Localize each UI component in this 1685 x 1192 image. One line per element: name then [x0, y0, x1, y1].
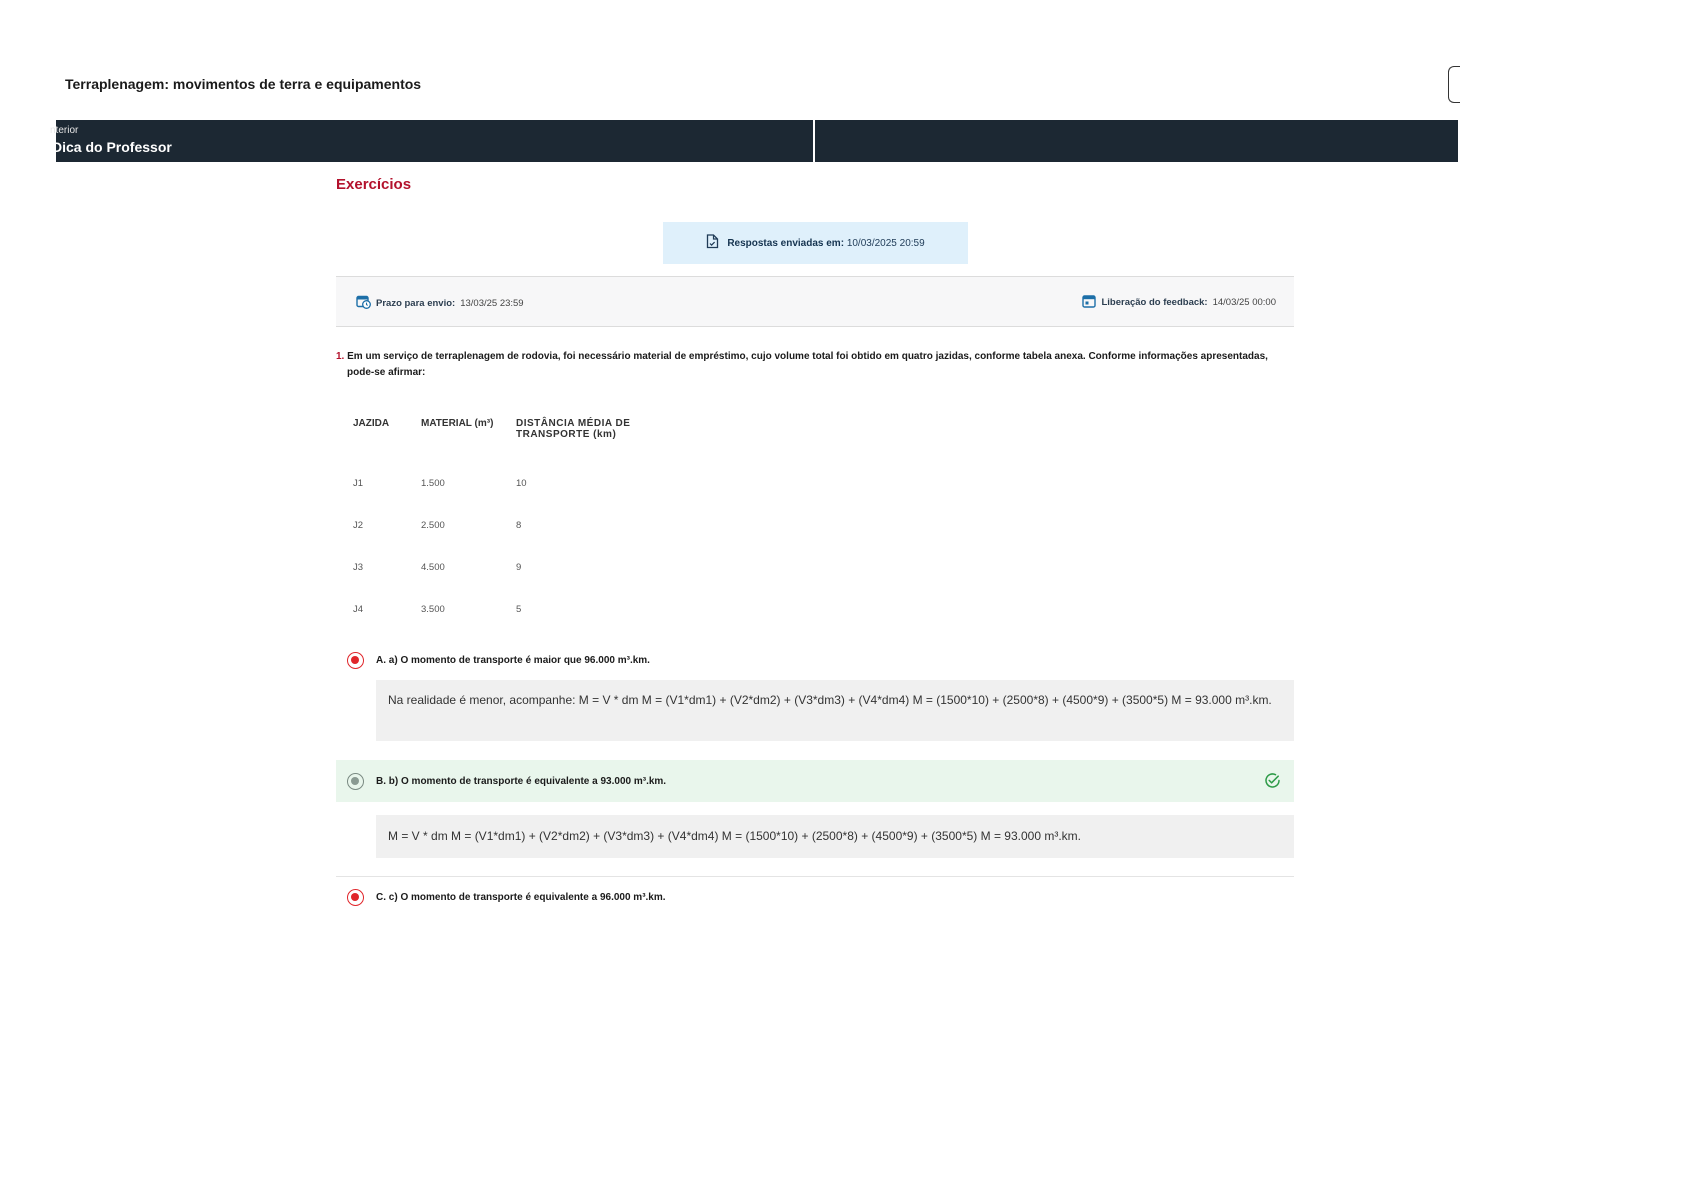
header-action-button[interactable] [1448, 66, 1460, 103]
column-header: DISTÂNCIA MÉDIA DE TRANSPORTE (km) [516, 418, 631, 440]
option-c-label: C. c) O momento de transporte é equivalente a 96.000 m³.km. [376, 891, 666, 903]
document-icon [706, 234, 719, 252]
option-a-feedback: Na realidade é menor, acompanhe: M = V * dm M = (V1*dm1) + (V2*dm2) + (V3*dm3) + (V4*dm4) M = (1500*10) + (2500*8) + (4500*9) + (3500*5) M = 93.000 m³.km. [376, 680, 1294, 741]
submission-banner [663, 222, 968, 264]
next-lesson-link[interactable] [815, 120, 1458, 162]
course-title: Terraplenagem: movimentos de terra e equipamentos [65, 76, 422, 92]
table-cell: 5 [516, 603, 522, 615]
column-header: MATERIAL (m³) [421, 418, 494, 429]
option-a[interactable] [336, 650, 1294, 670]
correct-answer-radio[interactable] [347, 773, 364, 790]
submission-label: Respostas enviadas em: [727, 237, 845, 249]
feedback-release-info [1082, 294, 1276, 311]
table-cell: 4.500 [421, 561, 445, 573]
feedback-release-value: 14/03/25 00:00 [1212, 297, 1276, 308]
table-row [345, 504, 708, 546]
table-row [345, 462, 708, 504]
quarry-table [345, 410, 708, 630]
option-a-label: A. a) O momento de transporte é maior que 96.000 m³.km. [376, 654, 650, 666]
calendar-clock-icon [356, 294, 371, 312]
table-cell: J1 [353, 477, 364, 489]
calendar-icon [1082, 294, 1096, 311]
previous-label: nterior [50, 125, 79, 136]
question-number: 1. [336, 351, 345, 362]
option-b[interactable] [336, 760, 1294, 802]
previous-lesson-title: Dica do Professor [52, 139, 172, 155]
table-row [345, 588, 708, 630]
previous-lesson-link[interactable] [50, 120, 815, 162]
table-cell: J2 [353, 519, 364, 531]
table-row [345, 546, 708, 588]
table-cell: 9 [516, 561, 522, 573]
question-body: Em um serviço de terraplenagem de rodovia, foi necessário material de empréstimo, cujo volume total foi obtido em quatro jazidas, conforme tabela anexa. Conforme informações apresentadas, pode-se afirmar: [347, 351, 1268, 378]
question-text [336, 349, 1294, 381]
section-title: Exercícios [336, 176, 412, 193]
wrong-answer-radio[interactable] [347, 889, 364, 906]
table-header-row [345, 410, 708, 462]
deadline-info-bar [336, 276, 1294, 327]
submission-date: 10/03/2025 20:59 [846, 237, 925, 249]
divider [336, 876, 1294, 877]
option-b-feedback: M = V * dm M = (V1*dm1) + (V2*dm2) + (V3*dm3) + (V4*dm4) M = (1500*10) + (2500*8) + (4500*9) + (3500*5) M = 93.000 m³.km. [376, 815, 1294, 858]
table-cell: J3 [353, 561, 364, 573]
deadline-value: 13/03/25 23:59 [460, 297, 524, 309]
table-cell: 8 [516, 519, 522, 531]
table-cell: J4 [353, 603, 364, 615]
deadline-label: Prazo para envio: [376, 297, 456, 309]
deadline-info [356, 294, 524, 312]
feedback-release-label: Liberação do feedback: [1101, 297, 1208, 308]
option-c[interactable] [336, 887, 1294, 907]
check-circle-icon [1264, 772, 1281, 789]
table-cell: 1.500 [421, 477, 445, 489]
lesson-nav-bar [50, 120, 1458, 162]
option-b-label: B. b) O momento de transporte é equivalente a 93.000 m³.km. [376, 775, 667, 787]
table-cell: 2.500 [421, 519, 445, 531]
table-cell: 3.500 [421, 603, 445, 615]
wrong-answer-radio[interactable] [347, 652, 364, 669]
column-header: JAZIDA [353, 418, 390, 429]
table-cell: 10 [516, 477, 527, 489]
